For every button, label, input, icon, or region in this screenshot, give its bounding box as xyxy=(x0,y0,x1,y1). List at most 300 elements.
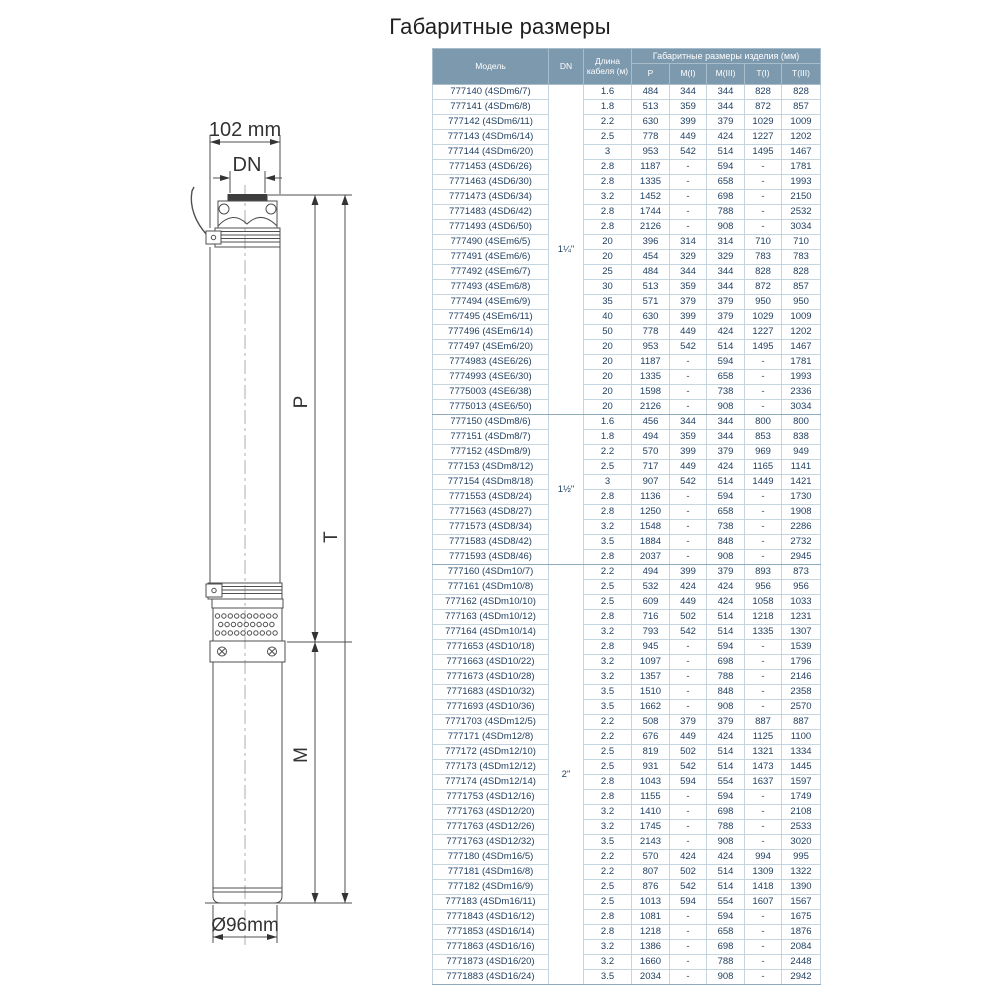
value-cell: 1307 xyxy=(782,625,821,640)
col-header-dims-group: Габаритные размеры изделия (мм) xyxy=(632,49,821,64)
value-cell: 2.2 xyxy=(584,865,632,880)
value-cell: 908 xyxy=(707,550,745,565)
value-cell: 2.8 xyxy=(584,640,632,655)
value-cell: 20 xyxy=(584,355,632,370)
strainer-hole xyxy=(257,622,261,626)
value-cell: 1.6 xyxy=(584,85,632,100)
value-cell: 1390 xyxy=(782,880,821,895)
value-cell: 716 xyxy=(632,610,670,625)
value-cell: 1250 xyxy=(632,505,670,520)
value-cell: 40 xyxy=(584,310,632,325)
value-cell: 314 xyxy=(707,235,745,250)
value-cell: 857 xyxy=(782,280,821,295)
value-cell: 908 xyxy=(707,700,745,715)
value-cell: 514 xyxy=(707,865,745,880)
value-cell: 1548 xyxy=(632,520,670,535)
value-cell: 314 xyxy=(670,235,707,250)
value-cell: - xyxy=(670,655,707,670)
table-row xyxy=(433,400,821,415)
strainer-hole xyxy=(270,622,274,626)
label-dn: DN xyxy=(232,154,262,176)
value-cell: 1993 xyxy=(782,175,821,190)
value-cell: 853 xyxy=(745,430,782,445)
value-cell: 2945 xyxy=(782,550,821,565)
value-cell: 956 xyxy=(782,580,821,595)
model-cell: 7771863 (4SD16/16) xyxy=(433,940,549,955)
strainer-hole xyxy=(231,622,235,626)
value-cell: 359 xyxy=(670,430,707,445)
table-row xyxy=(433,775,821,790)
dn-cell: 1¼" xyxy=(549,85,584,415)
table-row xyxy=(433,520,821,535)
value-cell: 738 xyxy=(707,385,745,400)
model-cell: 777496 (4SEm6/14) xyxy=(433,325,549,340)
table-row xyxy=(433,235,821,250)
value-cell: - xyxy=(745,385,782,400)
model-cell: 7775003 (4SE6/38) xyxy=(433,385,549,400)
table-row xyxy=(433,805,821,820)
value-cell: 594 xyxy=(707,640,745,655)
value-cell: 1335 xyxy=(745,625,782,640)
table-row xyxy=(433,325,821,340)
value-cell: 1357 xyxy=(632,670,670,685)
strainer-hole xyxy=(260,614,264,618)
model-cell: 7771883 (4SD16/24) xyxy=(433,970,549,985)
value-cell: 1231 xyxy=(782,610,821,625)
value-cell: 1445 xyxy=(782,760,821,775)
value-cell: - xyxy=(745,790,782,805)
value-cell: 3 xyxy=(584,475,632,490)
value-cell: - xyxy=(745,970,782,985)
value-cell: 1597 xyxy=(782,775,821,790)
value-cell: 2942 xyxy=(782,970,821,985)
model-cell: 7771573 (4SD8/34) xyxy=(433,520,549,535)
value-cell: 2.8 xyxy=(584,175,632,190)
value-cell: 2.2 xyxy=(584,730,632,745)
value-cell: 1567 xyxy=(782,895,821,910)
pump-dimension-drawing xyxy=(110,95,390,975)
model-cell: 777490 (4SEm6/5) xyxy=(433,235,549,250)
value-cell: 609 xyxy=(632,595,670,610)
col-header-p: P xyxy=(632,64,670,85)
value-cell: 449 xyxy=(670,325,707,340)
coupling-block xyxy=(210,641,285,662)
value-cell: 379 xyxy=(707,715,745,730)
table-row xyxy=(433,850,821,865)
value-cell: 594 xyxy=(707,790,745,805)
value-cell: 953 xyxy=(632,340,670,355)
value-cell: 20 xyxy=(584,385,632,400)
value-cell: 2.5 xyxy=(584,745,632,760)
value-cell: 542 xyxy=(670,880,707,895)
value-cell: 2.8 xyxy=(584,775,632,790)
value-cell: - xyxy=(745,685,782,700)
dn-cell: 1½" xyxy=(549,415,584,565)
model-cell: 7771483 (4SD6/42) xyxy=(433,205,549,220)
power-cable xyxy=(191,187,207,235)
value-cell: 2037 xyxy=(632,550,670,565)
table-row xyxy=(433,460,821,475)
value-cell: 20 xyxy=(584,235,632,250)
value-cell: 1227 xyxy=(745,325,782,340)
value-cell: 571 xyxy=(632,295,670,310)
value-cell: 3.2 xyxy=(584,820,632,835)
value-cell: 1876 xyxy=(782,925,821,940)
value-cell: 788 xyxy=(707,205,745,220)
value-cell: - xyxy=(745,925,782,940)
model-cell: 777493 (4SEm6/8) xyxy=(433,280,549,295)
value-cell: 1141 xyxy=(782,460,821,475)
table-row xyxy=(433,655,821,670)
pump-outline xyxy=(191,187,285,903)
value-cell: 424 xyxy=(707,595,745,610)
dimensions-table xyxy=(432,48,821,985)
table-row xyxy=(433,640,821,655)
value-cell: 658 xyxy=(707,505,745,520)
value-cell: 2336 xyxy=(782,385,821,400)
value-cell: - xyxy=(745,355,782,370)
strainer-hole xyxy=(219,622,223,626)
value-cell: 2.8 xyxy=(584,610,632,625)
value-cell: 1.8 xyxy=(584,430,632,445)
value-cell: 698 xyxy=(707,940,745,955)
value-cell: 953 xyxy=(632,145,670,160)
value-cell: - xyxy=(670,205,707,220)
value-cell: 514 xyxy=(707,880,745,895)
value-cell: 20 xyxy=(584,340,632,355)
value-cell: 1449 xyxy=(745,475,782,490)
table-row xyxy=(433,175,821,190)
value-cell: - xyxy=(670,790,707,805)
label-p: P xyxy=(291,395,312,409)
value-cell: 872 xyxy=(745,280,782,295)
value-cell: 2.8 xyxy=(584,790,632,805)
value-cell: 344 xyxy=(707,415,745,430)
value-cell: 2.5 xyxy=(584,895,632,910)
model-cell: 7771473 (4SD6/34) xyxy=(433,190,549,205)
value-cell: 2.2 xyxy=(584,715,632,730)
value-cell: 2143 xyxy=(632,835,670,850)
value-cell: 710 xyxy=(745,235,782,250)
value-cell: 379 xyxy=(707,310,745,325)
value-cell: 995 xyxy=(782,850,821,865)
value-cell: 1218 xyxy=(632,925,670,940)
value-cell: 1335 xyxy=(632,175,670,190)
value-cell: - xyxy=(670,670,707,685)
table-row xyxy=(433,355,821,370)
value-cell: 513 xyxy=(632,100,670,115)
model-cell: 777144 (4SDm6/20) xyxy=(433,145,549,160)
model-cell: 777181 (4SDm16/8) xyxy=(433,865,549,880)
value-cell: - xyxy=(670,505,707,520)
value-cell: 1418 xyxy=(745,880,782,895)
model-cell: 777182 (4SDm16/9) xyxy=(433,880,549,895)
table-row xyxy=(433,190,821,205)
model-cell: 777142 (4SDm6/11) xyxy=(433,115,549,130)
strainer-hole xyxy=(254,614,258,618)
value-cell: 1386 xyxy=(632,940,670,955)
value-cell: 20 xyxy=(584,250,632,265)
value-cell: 2146 xyxy=(782,670,821,685)
value-cell: - xyxy=(670,835,707,850)
table-row xyxy=(433,940,821,955)
value-cell: 3.5 xyxy=(584,970,632,985)
value-cell: - xyxy=(745,400,782,415)
value-cell: 502 xyxy=(670,865,707,880)
value-cell: 1202 xyxy=(782,325,821,340)
model-cell: 777140 (4SDm6/7) xyxy=(433,85,549,100)
model-cell: 7771673 (4SD10/28) xyxy=(433,670,549,685)
model-cell: 7771553 (4SD8/24) xyxy=(433,490,549,505)
table-row xyxy=(433,205,821,220)
value-cell: 857 xyxy=(782,100,821,115)
value-cell: 399 xyxy=(670,445,707,460)
value-cell: 630 xyxy=(632,310,670,325)
strainer-hole xyxy=(267,631,271,635)
value-cell: 2084 xyxy=(782,940,821,955)
model-cell: 7771683 (4SD10/32) xyxy=(433,685,549,700)
model-cell: 777491 (4SEm6/6) xyxy=(433,250,549,265)
value-cell: 2.8 xyxy=(584,550,632,565)
value-cell: 3.2 xyxy=(584,955,632,970)
value-cell: 329 xyxy=(670,250,707,265)
value-cell: - xyxy=(745,490,782,505)
table-row xyxy=(433,745,821,760)
value-cell: 399 xyxy=(670,115,707,130)
col-header-tiii: T(III) xyxy=(782,64,821,85)
value-cell: 2358 xyxy=(782,685,821,700)
value-cell: 828 xyxy=(782,85,821,100)
value-cell: - xyxy=(670,355,707,370)
dim-t-line xyxy=(342,195,349,903)
model-cell: 7771873 (4SD16/20) xyxy=(433,955,549,970)
value-cell: - xyxy=(670,370,707,385)
value-cell: 3.2 xyxy=(584,625,632,640)
value-cell: 3.5 xyxy=(584,835,632,850)
model-cell: 777162 (4SDm10/10) xyxy=(433,595,549,610)
value-cell: 1227 xyxy=(745,130,782,145)
strainer-hole xyxy=(260,631,264,635)
col-header-mi: M(I) xyxy=(670,64,707,85)
value-cell: - xyxy=(745,835,782,850)
value-cell: 3.2 xyxy=(584,520,632,535)
value-cell: 1495 xyxy=(745,340,782,355)
table-row xyxy=(433,115,821,130)
value-cell: - xyxy=(745,640,782,655)
value-cell: 484 xyxy=(632,265,670,280)
value-cell: 396 xyxy=(632,235,670,250)
label-102mm: 102 mm xyxy=(208,119,282,141)
model-cell: 777163 (4SDm10/12) xyxy=(433,610,549,625)
value-cell: 828 xyxy=(782,265,821,280)
strainer-hole xyxy=(244,622,248,626)
value-cell: 424 xyxy=(707,730,745,745)
value-cell: 698 xyxy=(707,805,745,820)
motor-bottom-cap xyxy=(213,888,282,903)
value-cell: 2533 xyxy=(782,820,821,835)
table-row xyxy=(433,505,821,520)
value-cell: 456 xyxy=(632,415,670,430)
value-cell: 1081 xyxy=(632,910,670,925)
value-cell: 344 xyxy=(670,265,707,280)
value-cell: 344 xyxy=(670,85,707,100)
value-cell: 1745 xyxy=(632,820,670,835)
value-cell: 502 xyxy=(670,745,707,760)
value-cell: 788 xyxy=(707,955,745,970)
table-row xyxy=(433,715,821,730)
value-cell: 698 xyxy=(707,190,745,205)
value-cell: 2.2 xyxy=(584,445,632,460)
model-cell: 777161 (4SDm10/8) xyxy=(433,580,549,595)
value-cell: - xyxy=(745,205,782,220)
value-cell: 2286 xyxy=(782,520,821,535)
table-row xyxy=(433,970,821,985)
table-row xyxy=(433,535,821,550)
table-row xyxy=(433,925,821,940)
table-body xyxy=(433,85,821,985)
value-cell: 994 xyxy=(745,850,782,865)
value-cell: 3.2 xyxy=(584,805,632,820)
value-cell: - xyxy=(745,160,782,175)
value-cell: 2.8 xyxy=(584,205,632,220)
model-cell: 777171 (4SDm12/8) xyxy=(433,730,549,745)
value-cell: 828 xyxy=(745,85,782,100)
value-cell: 950 xyxy=(782,295,821,310)
table-row xyxy=(433,670,821,685)
table-row xyxy=(433,880,821,895)
value-cell: 3034 xyxy=(782,400,821,415)
value-cell: - xyxy=(745,655,782,670)
strainer-hole xyxy=(273,631,277,635)
value-cell: 20 xyxy=(584,400,632,415)
value-cell: 1796 xyxy=(782,655,821,670)
model-cell: 777172 (4SDm12/10) xyxy=(433,745,549,760)
model-cell: 777173 (4SDm12/12) xyxy=(433,760,549,775)
label-m: M xyxy=(291,747,312,763)
table-row xyxy=(433,910,821,925)
value-cell: 3.2 xyxy=(584,940,632,955)
value-cell: 1410 xyxy=(632,805,670,820)
col-header-miii: M(III) xyxy=(707,64,745,85)
value-cell: 931 xyxy=(632,760,670,775)
value-cell: 783 xyxy=(782,250,821,265)
value-cell: 738 xyxy=(707,520,745,535)
value-cell: - xyxy=(670,910,707,925)
value-cell: - xyxy=(670,490,707,505)
value-cell: 514 xyxy=(707,145,745,160)
table-row xyxy=(433,895,821,910)
value-cell: 2570 xyxy=(782,700,821,715)
value-cell: 344 xyxy=(707,280,745,295)
value-cell: 698 xyxy=(707,655,745,670)
model-cell: 7771563 (4SD8/27) xyxy=(433,505,549,520)
value-cell: 3 xyxy=(584,145,632,160)
value-cell: 494 xyxy=(632,430,670,445)
value-cell: 542 xyxy=(670,760,707,775)
value-cell: - xyxy=(670,955,707,970)
strainer-hole xyxy=(222,631,226,635)
value-cell: - xyxy=(670,160,707,175)
value-cell: 828 xyxy=(745,265,782,280)
value-cell: - xyxy=(670,385,707,400)
value-cell: 1467 xyxy=(782,340,821,355)
outlet-port xyxy=(228,195,267,202)
value-cell: - xyxy=(745,370,782,385)
value-cell: - xyxy=(670,400,707,415)
value-cell: 793 xyxy=(632,625,670,640)
table-row xyxy=(433,295,821,310)
table-row xyxy=(433,370,821,385)
value-cell: 1539 xyxy=(782,640,821,655)
value-cell: 20 xyxy=(584,370,632,385)
value-cell: 1660 xyxy=(632,955,670,970)
value-cell: 676 xyxy=(632,730,670,745)
value-cell: 2126 xyxy=(632,220,670,235)
value-cell: 30 xyxy=(584,280,632,295)
value-cell: 379 xyxy=(670,295,707,310)
value-cell: 778 xyxy=(632,130,670,145)
value-cell: 778 xyxy=(632,325,670,340)
strainer-hole xyxy=(254,631,258,635)
value-cell: 2034 xyxy=(632,970,670,985)
value-cell: 554 xyxy=(707,895,745,910)
value-cell: 424 xyxy=(670,850,707,865)
value-cell: - xyxy=(745,910,782,925)
table-row xyxy=(433,565,821,580)
value-cell: 424 xyxy=(707,130,745,145)
value-cell: - xyxy=(745,175,782,190)
value-cell: 3020 xyxy=(782,835,821,850)
value-cell: 344 xyxy=(670,415,707,430)
value-cell: 50 xyxy=(584,325,632,340)
value-cell: 2.8 xyxy=(584,505,632,520)
value-cell: 594 xyxy=(670,775,707,790)
value-cell: 1467 xyxy=(782,145,821,160)
model-cell: 777150 (4SDm8/6) xyxy=(433,415,549,430)
value-cell: - xyxy=(670,520,707,535)
value-cell: 788 xyxy=(707,820,745,835)
value-cell: 1033 xyxy=(782,595,821,610)
col-header-model: Модель xyxy=(433,49,549,85)
table-row xyxy=(433,685,821,700)
value-cell: 848 xyxy=(707,535,745,550)
value-cell: 1322 xyxy=(782,865,821,880)
value-cell: 658 xyxy=(707,370,745,385)
strainer-hole xyxy=(251,622,255,626)
value-cell: 1749 xyxy=(782,790,821,805)
strainer-hole xyxy=(225,622,229,626)
value-cell: 1993 xyxy=(782,370,821,385)
value-cell: 2.5 xyxy=(584,760,632,775)
table-row xyxy=(433,490,821,505)
strainer-hole xyxy=(238,622,242,626)
value-cell: 508 xyxy=(632,715,670,730)
value-cell: 1495 xyxy=(745,145,782,160)
model-cell: 777154 (4SDm8/18) xyxy=(433,475,549,490)
value-cell: 1029 xyxy=(745,115,782,130)
value-cell: 2.2 xyxy=(584,115,632,130)
value-cell: - xyxy=(745,505,782,520)
value-cell: 1675 xyxy=(782,910,821,925)
table-row xyxy=(433,145,821,160)
model-cell: 7771663 (4SD10/22) xyxy=(433,655,549,670)
value-cell: 1309 xyxy=(745,865,782,880)
value-cell: 1607 xyxy=(745,895,782,910)
value-cell: 819 xyxy=(632,745,670,760)
table-row xyxy=(433,820,821,835)
table-row xyxy=(433,385,821,400)
value-cell: 3034 xyxy=(782,220,821,235)
